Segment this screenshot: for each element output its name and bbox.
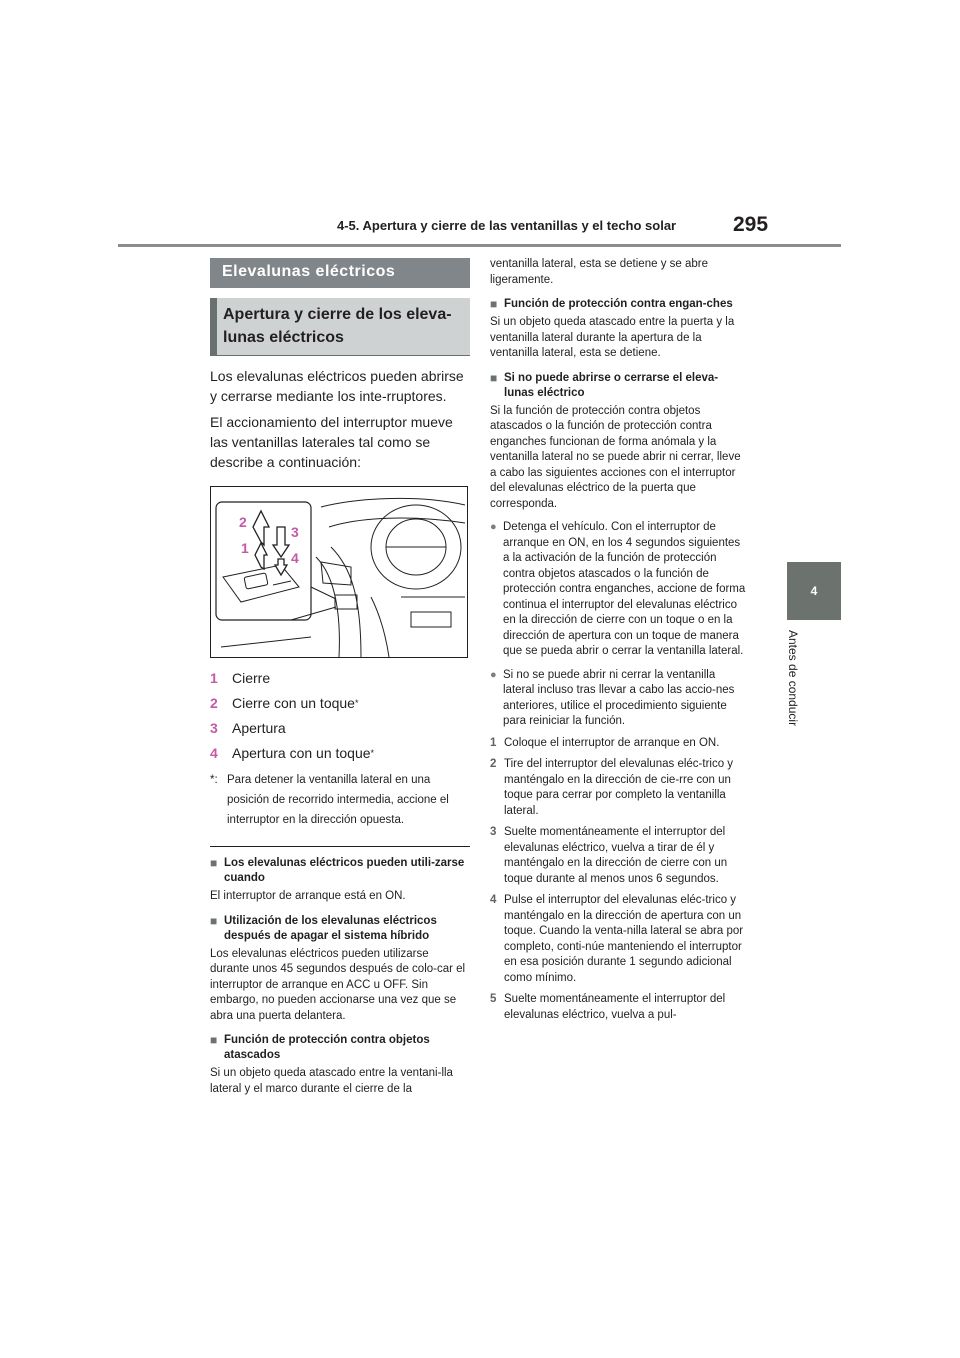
legend-item: 2 Cierre con un toque *: [210, 695, 359, 711]
note-body: Si la función de protección contra objetos atascados o la función de protección contra enganches funcionan de forma anómala y la ventanilla lateral no se puede abrir ni cerrar, lleve a cabo las siguientes acciones con el interruptor del elevalunas eléctrico de la puerta que corresponda.: [490, 404, 741, 510]
note-title: ■ Función de protección contra engan-ches: [490, 297, 733, 311]
intro-paragraph: Los elevalunas eléctricos pueden abrirse y cerrarse mediante los inte-rruptores.: [210, 368, 464, 404]
footnote-text: Para detener la ventanilla lateral en una posición de recorrido intermedia, accione el interruptor en la dirección opuesta.: [227, 774, 449, 826]
note-body: Los elevalunas eléctricos pueden utilizarse durante unos 45 segundos después de colo-car el interruptor de arranque en ACC u OFF. Sin embargo, no pueden accionarse una vez que se abra una puerta delantera.: [210, 947, 466, 1022]
note-title: ■ Función de protección contra objetos atascados: [210, 1033, 430, 1061]
bullet-dot-icon: ●: [490, 521, 497, 533]
figure-label-4: 4: [291, 550, 299, 566]
right-column: [490, 257, 746, 1023]
chapter-label: [780, 630, 810, 750]
section-divider: [210, 846, 470, 847]
power-window-switch-illustration: [210, 486, 468, 658]
note-title: ■ Utilización de los elevalunas eléctricos después de apagar el sistema híbrido: [210, 913, 437, 942]
bullet-item: ● Si no se puede abrir ni cerrar la ventanilla lateral incluso tras llevar a cabo las accio-nes anteriores, utilice el procedimiento siguiente para reiniciar la función.: [490, 668, 746, 730]
section-heading: Elevalunas eléctricos: [210, 258, 470, 288]
running-header: 4-5. Apertura y cierre de las ventanillas y el techo solar: [337, 218, 677, 233]
footnote: [210, 770, 470, 830]
legend-item: 3 Apertura: [210, 720, 286, 736]
note-body: Si un objeto queda atascado entre la ventani-lla lateral y el marco durante el cierre de la: [210, 1067, 453, 1095]
chapter-title: Antes de conducir: [786, 630, 800, 727]
legend-item: 1 Cierre: [210, 670, 271, 686]
header-rule: [118, 244, 841, 247]
bullet-item: ● Detenga el vehículo. Con el interruptor de arranque en ON, en los 4 segundos siguientes a la activación de la función de protección contra objetos atascados o la función de protección contra enganches, accione de forma continua el interruptor del elevalunas eléctrico en la dirección de cierre con un toque o en la dirección de apertura con un toque de manera que se pueda abrir o cerrar la ventanilla lateral.: [490, 520, 746, 660]
note-title: ■ Los elevalunas eléctricos pueden utili-zarse cuando: [210, 856, 465, 884]
step-item: 2 Tire del interruptor del elevalunas eléc-trico y manténgalo en la dirección de cie-rre con un toque para cerrar por completo la ventanilla lateral.: [490, 758, 734, 817]
subsection-heading-line1: Apertura y cierre de los eleva-: [223, 306, 452, 323]
figure-label-3: 3: [291, 524, 299, 540]
subsection-heading-line2: lunas eléctricos: [223, 329, 344, 346]
chapter-tab[interactable]: 4: [787, 562, 841, 620]
footnote-mark: *:: [210, 774, 218, 786]
note-body: Si un objeto queda atascado entre la puerta y la ventanilla lateral durante la apertura de la ventanilla lateral, esta se detiene.: [490, 316, 735, 359]
intro-paragraph-2: El accionamiento del interruptor mueve las ventanillas laterales tal como se describe a continuación:: [210, 414, 453, 470]
step-item: 4 Pulse el interruptor del elevalunas eléc-trico y manténgalo en la dirección de apertura con un toque. Cuando la venta-nilla lateral se abra por completo, conti-núe manteniendo el interruptor en esa posición durante 1 segundo adicional como mínimo.: [490, 894, 744, 984]
continued-text: ventanilla lateral, esta se detiene y se abre ligeramente.: [490, 258, 708, 286]
left-column: [210, 258, 470, 1097]
figure-label-2: 2: [239, 514, 247, 530]
legend-item: 4 Apertura con un toque *: [210, 745, 375, 761]
step-item: 5 Suelte momentáneamente el interruptor del elevalunas eléctrico, vuelva a pul-: [490, 993, 726, 1021]
step-item: 1 Coloque el interruptor de arranque en ON.: [490, 736, 720, 749]
note-title: ■ Si no puede abrirse o cerrarse el eleva-lunas eléctrico: [490, 370, 719, 399]
page-number: 295: [733, 213, 769, 236]
figure-legend: [210, 666, 470, 766]
bullet-dot-icon: ●: [490, 668, 497, 681]
illustration-svg: [211, 487, 467, 657]
note-body: El interruptor de arranque está en ON.: [210, 890, 406, 902]
figure-label-1: 1: [241, 540, 249, 556]
step-item: 3 Suelte momentáneamente el interruptor del elevalunas eléctrico, vuelva a tirar de él y manténgalo en la dirección de cierre con un toque durante al menos unos 6 segundos.: [490, 826, 728, 885]
subsection-heading: [210, 298, 470, 356]
